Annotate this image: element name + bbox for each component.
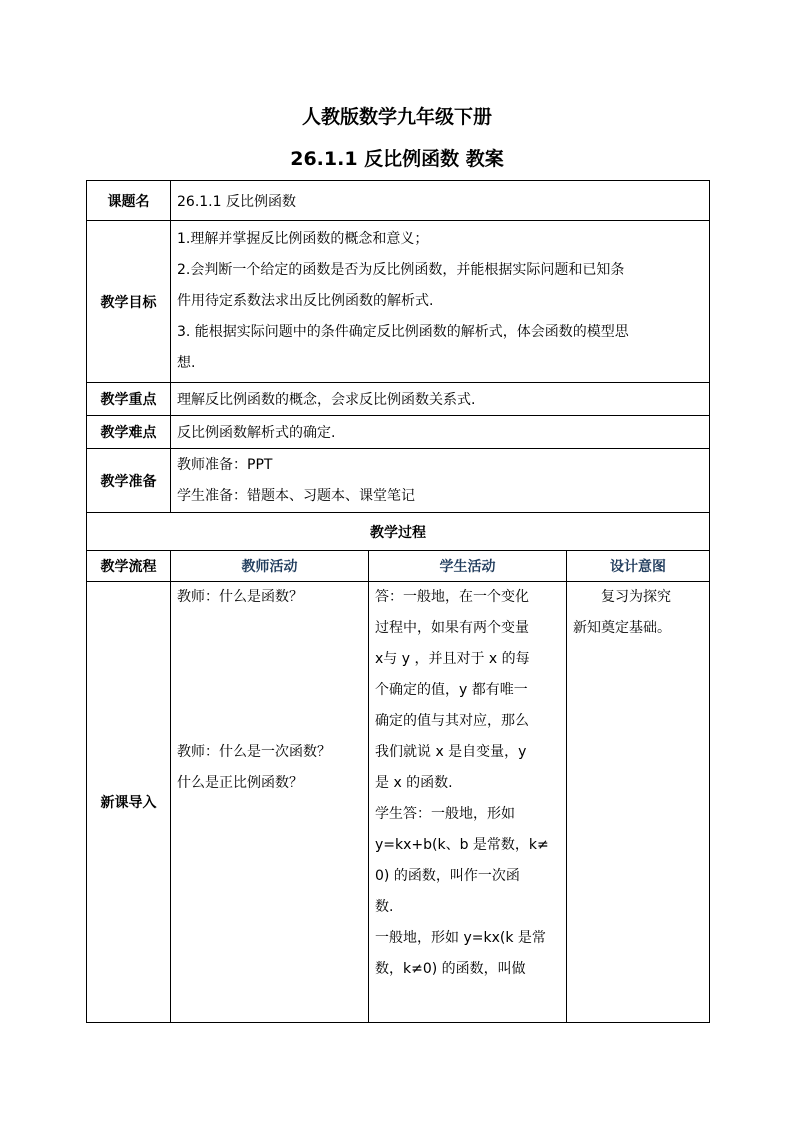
student-line: 0) 的函数，叫作一次函 — [375, 868, 520, 884]
teacher-question: 教师：什么是一次函数？ — [177, 744, 331, 760]
lesson-title: 26.1.1 反比例函数 教案 — [290, 148, 504, 170]
student-line: 答：一般地，在一个变化 — [375, 589, 529, 605]
intro-row — [87, 582, 710, 1023]
process-title-row — [87, 513, 710, 551]
preparation-line: 学生准备：错题本、习题本、课堂笔记 — [177, 487, 415, 504]
header-intent: 设计意图 — [567, 551, 710, 582]
student-line: 是 x 的函数. — [375, 775, 453, 791]
teacher-activity — [171, 582, 369, 1023]
student-line: 确定的值与其对应，那么 — [375, 713, 529, 729]
process-title: 教学过程 — [87, 513, 710, 551]
difficulties-label: 教学难点 — [87, 416, 171, 449]
key-points-value: 理解反比例函数的概念，会求反比例函数关系式. — [171, 383, 710, 416]
goals-label: 教学目标 — [87, 221, 171, 383]
process-header-row — [87, 551, 710, 582]
preparation-line: 教师准备：PPT — [177, 456, 273, 473]
topic-row — [87, 181, 710, 221]
topic-value: 26.1.1 反比例函数 — [171, 181, 710, 221]
student-line: 过程中，如果有两个变量 — [375, 620, 529, 636]
header-teacher: 教师活动 — [171, 551, 369, 582]
student-line: y=kx+b(k、b 是常数，k≠ — [375, 837, 549, 853]
preparation-label: 教学准备 — [87, 449, 171, 513]
goal-line: 2.会判断一个给定的函数是否为反比例函数，并能根据实际问题和已知条 — [177, 262, 625, 278]
teacher-question: 什么是正比例函数？ — [177, 775, 303, 791]
lesson-plan-table — [86, 180, 710, 1023]
difficulties-value: 反比例函数解析式的确定. — [171, 416, 710, 449]
key-points-label: 教学重点 — [87, 383, 171, 416]
goal-line: 想. — [177, 355, 196, 371]
intent-line: 复习为探究 — [601, 589, 671, 605]
document-title: 人教版数学九年级下册 — [301, 106, 492, 128]
key-points-row — [87, 383, 710, 416]
student-line: 个确定的值，y 都有唯一 — [375, 682, 528, 698]
goal-line: 1.理解并掌握反比例函数的概念和意义； — [177, 231, 429, 247]
student-activity — [369, 582, 567, 1023]
student-line: 数. — [375, 899, 394, 915]
design-intent — [567, 582, 710, 1023]
preparation-content — [171, 449, 710, 513]
header-student: 学生活动 — [369, 551, 567, 582]
preparation-row — [87, 449, 710, 513]
student-line: 我们就说 x 是自变量，y — [375, 744, 527, 760]
teacher-question: 教师：什么是函数？ — [177, 589, 303, 605]
spacer — [177, 613, 362, 737]
student-line: 一般地，形如 y=kx(k 是常 — [375, 930, 546, 946]
topic-label: 课题名 — [87, 181, 171, 221]
student-line: 数，k≠0) 的函数，叫做 — [375, 961, 526, 977]
goals-content — [171, 221, 710, 383]
student-line: x与 y ，并且对于 x 的每 — [375, 651, 530, 667]
student-line: 学生答：一般地，形如 — [375, 806, 515, 822]
goal-line: 3. 能根据实际问题中的条件确定反比例函数的解析式，体会函数的模型思 — [177, 324, 629, 340]
difficulties-row — [87, 416, 710, 449]
goal-line: 件用待定系数法求出反比例函数的解析式. — [177, 293, 434, 309]
goals-row — [87, 221, 710, 383]
intent-line: 新知奠定基础。 — [573, 620, 671, 636]
header-flow: 教学流程 — [87, 551, 171, 582]
intro-label: 新课导入 — [87, 582, 171, 1023]
